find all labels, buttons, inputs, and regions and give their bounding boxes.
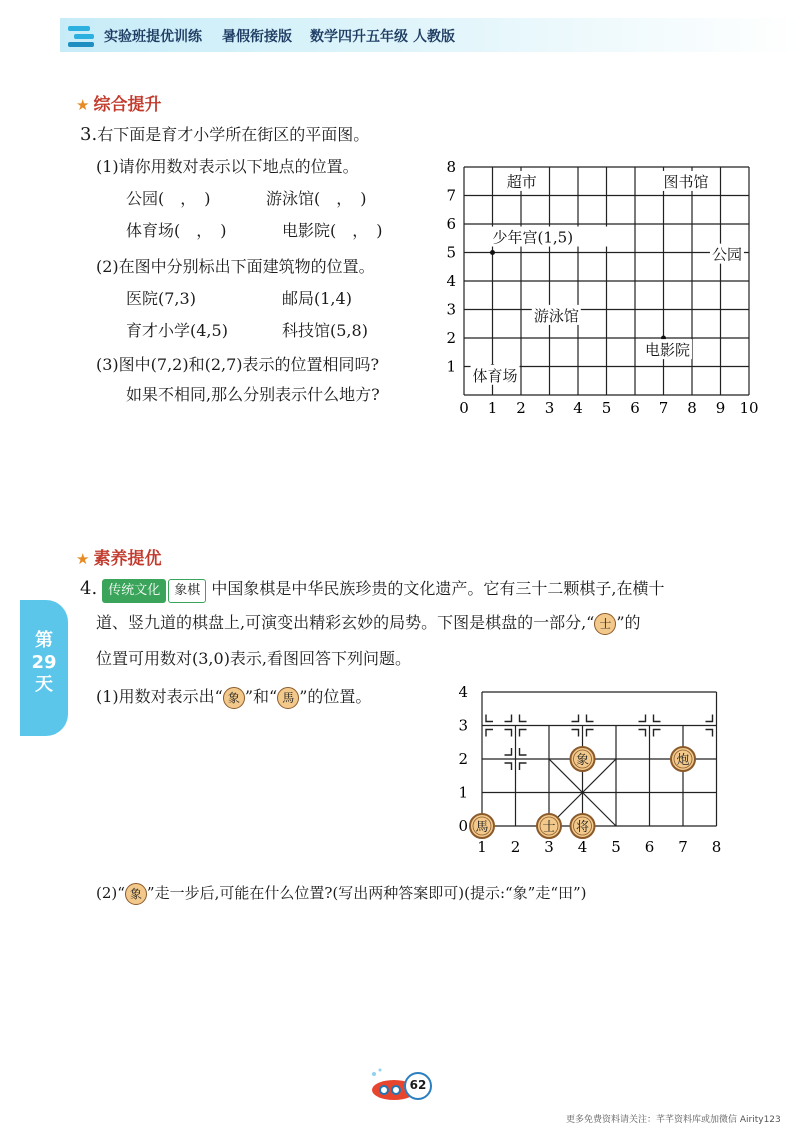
q3-stem-text: 右下面是育才小学所在街区的平面图。 <box>97 125 370 144</box>
position-marker <box>505 730 512 737</box>
x-tick-label: 0 <box>459 399 469 415</box>
section-title-text: 素养提优 <box>93 549 162 569</box>
q4-line1-text: 中国象棋是中华民族珍贵的文化遗产。它有三十二颗棋子,在横十 <box>211 579 665 598</box>
x-tick-label: 2 <box>510 838 521 856</box>
header-publisher: 人教版 <box>413 29 455 45</box>
q4-line3: 位置可用数对(3,0)表示,看图回答下列问题。 <box>96 649 412 668</box>
x-tick-label: 2 <box>516 399 526 415</box>
chess-piece-label: 士 <box>542 820 556 835</box>
page-number: 62 <box>409 1078 427 1092</box>
x-tick-label: 8 <box>711 838 722 856</box>
q3-science-museum: 科技馆(5,8) <box>282 321 368 340</box>
place-label: 公园 <box>711 245 742 264</box>
header-edition: 暑假衔接版 <box>222 29 292 45</box>
position-marker <box>520 730 527 737</box>
q3-answer-stadium[interactable]: 体育场( ， ) <box>126 221 227 240</box>
position-marker <box>639 715 646 722</box>
position-marker <box>706 730 713 737</box>
position-marker <box>505 763 512 770</box>
q4-part1-text-a: (1)用数对表示出“ <box>96 687 223 706</box>
q4-part2 <box>96 882 587 905</box>
section-title-literacy <box>76 544 161 569</box>
x-tick-label: 1 <box>477 838 487 856</box>
piece-shi-icon: 士 <box>594 613 616 635</box>
chess-piece-label: 馬 <box>475 820 489 835</box>
q3-post-office: 邮局(1,4) <box>282 289 352 308</box>
x-tick-label: 3 <box>544 838 554 856</box>
x-tick-label: 1 <box>487 399 498 415</box>
x-tick-label: 3 <box>544 399 555 415</box>
x-tick-label: 6 <box>644 838 655 856</box>
q3-number: 3. <box>80 124 98 145</box>
y-tick-label: 1 <box>446 357 456 376</box>
q4-line2-text-b: ”的 <box>616 613 641 632</box>
q3-part2: (2)在图中分别标出下面建筑物的位置。 <box>96 257 375 276</box>
position-marker <box>572 730 579 737</box>
place-label: 体育场 <box>472 366 518 385</box>
place-label: 电影院 <box>644 341 690 360</box>
y-tick-label: 6 <box>446 215 456 233</box>
y-tick-label: 8 <box>446 158 456 176</box>
place-label: 游泳馆 <box>533 306 579 325</box>
map-point <box>490 250 495 255</box>
position-marker <box>572 715 579 722</box>
y-tick-label: 3 <box>458 716 468 735</box>
q4-part1 <box>96 686 371 709</box>
side-tab-line3: 天 <box>35 674 53 695</box>
y-tick-label: 7 <box>446 186 456 205</box>
x-tick-label: 9 <box>715 399 726 415</box>
q3-part3-line1: (3)图中(7,2)和(2,7)表示的位置相同吗? <box>96 355 380 374</box>
piece-ma-icon: 馬 <box>277 687 299 709</box>
q4-part1-text-mid: ”和“ <box>244 687 278 706</box>
q3-answer-park[interactable]: 公园( ， ) <box>126 189 211 208</box>
page-header <box>0 0 800 66</box>
q3-hospital: 医院(7,3) <box>126 289 196 308</box>
series-logo-icon <box>66 22 100 50</box>
x-tick-label: 7 <box>658 399 669 415</box>
y-tick-label: 4 <box>446 272 456 290</box>
x-tick-label: 4 <box>573 399 583 415</box>
y-tick-label: 5 <box>446 243 456 262</box>
star-icon: ★ <box>76 96 90 114</box>
position-marker <box>654 715 661 722</box>
chess-board-diagram[interactable] <box>448 680 768 860</box>
position-marker <box>587 715 594 722</box>
x-tick-label: 5 <box>611 838 621 856</box>
position-marker <box>520 715 527 722</box>
position-marker <box>505 715 512 722</box>
tag-traditional-culture: 传统文化 <box>102 579 166 603</box>
q3-stem <box>80 124 369 146</box>
q3-answer-pool[interactable]: 游泳馆( ， ) <box>266 189 367 208</box>
q4-part1-text-b: ”的位置。 <box>299 687 372 706</box>
x-tick-label: 7 <box>678 838 688 856</box>
position-marker <box>639 730 646 737</box>
position-marker <box>587 730 594 737</box>
section-title-text: 综合提升 <box>93 95 162 115</box>
y-tick-label: 4 <box>458 683 468 701</box>
footer-note: 更多免费资料请关注：芊芊资料库或加微信 Airity123 <box>566 1115 781 1125</box>
header-series: 实验班提优训练 <box>104 29 202 45</box>
position-marker <box>520 763 527 770</box>
position-marker <box>486 715 493 722</box>
chess-piece-label: 象 <box>575 753 590 768</box>
star-icon: ★ <box>76 550 90 568</box>
x-tick-label: 6 <box>630 399 640 415</box>
street-grid-map[interactable] <box>440 150 770 415</box>
position-marker <box>486 730 493 737</box>
chess-piece-label: 将 <box>575 820 590 835</box>
q3-school: 育才小学(4,5) <box>126 321 228 340</box>
y-tick-label: 2 <box>458 750 468 768</box>
q3-part3-line2: 如果不相同,那么分别表示什么地方? <box>126 385 380 404</box>
position-marker <box>654 730 661 737</box>
y-tick-label: 0 <box>458 817 468 835</box>
side-tab-line2: 29 <box>31 652 57 673</box>
x-tick-label: 8 <box>687 399 697 415</box>
q4-part2-text-b: ”走一步后,可能在什么位置?(写出两种答案即可)(提示:“象”走“田”) <box>146 884 587 902</box>
q4-part2-text-a: (2)“ <box>96 884 125 902</box>
place-label: 少年宫(1,5) <box>492 228 574 247</box>
y-tick-label: 1 <box>458 783 468 802</box>
y-tick-label: 2 <box>446 329 456 347</box>
position-marker <box>520 748 527 755</box>
q4-line1 <box>80 578 665 603</box>
position-marker <box>505 748 512 755</box>
x-tick-label: 4 <box>577 838 588 856</box>
q3-answer-cinema[interactable]: 电影院( ， ) <box>282 221 383 240</box>
q3-part1: (1)请你用数对表示以下地点的位置。 <box>96 157 359 176</box>
place-label: 超市 <box>506 172 537 191</box>
piece-xiang-icon: 象 <box>223 687 245 709</box>
place-label: 图书馆 <box>663 172 709 191</box>
position-marker <box>706 715 713 722</box>
y-tick-label: 3 <box>446 300 456 319</box>
q4-line2-text-a: 道、竖九道的棋盘上,可演变出精彩玄妙的局势。下图是棋盘的一部分,“ <box>96 613 595 632</box>
section-title-comprehensive <box>76 90 161 115</box>
header-subject: 数学四升五年级 <box>310 29 408 45</box>
x-tick-label: 10 <box>739 399 759 415</box>
x-tick-label: 5 <box>601 399 612 415</box>
q4-line2 <box>96 612 641 635</box>
day-side-tab <box>20 600 68 736</box>
tag-chess: 象棋 <box>168 579 206 603</box>
side-tab-line1: 第 <box>35 630 53 651</box>
chess-piece-label: 炮 <box>676 753 690 768</box>
q4-number: 4. <box>80 578 98 599</box>
piece-xiang-icon: 象 <box>125 883 147 905</box>
